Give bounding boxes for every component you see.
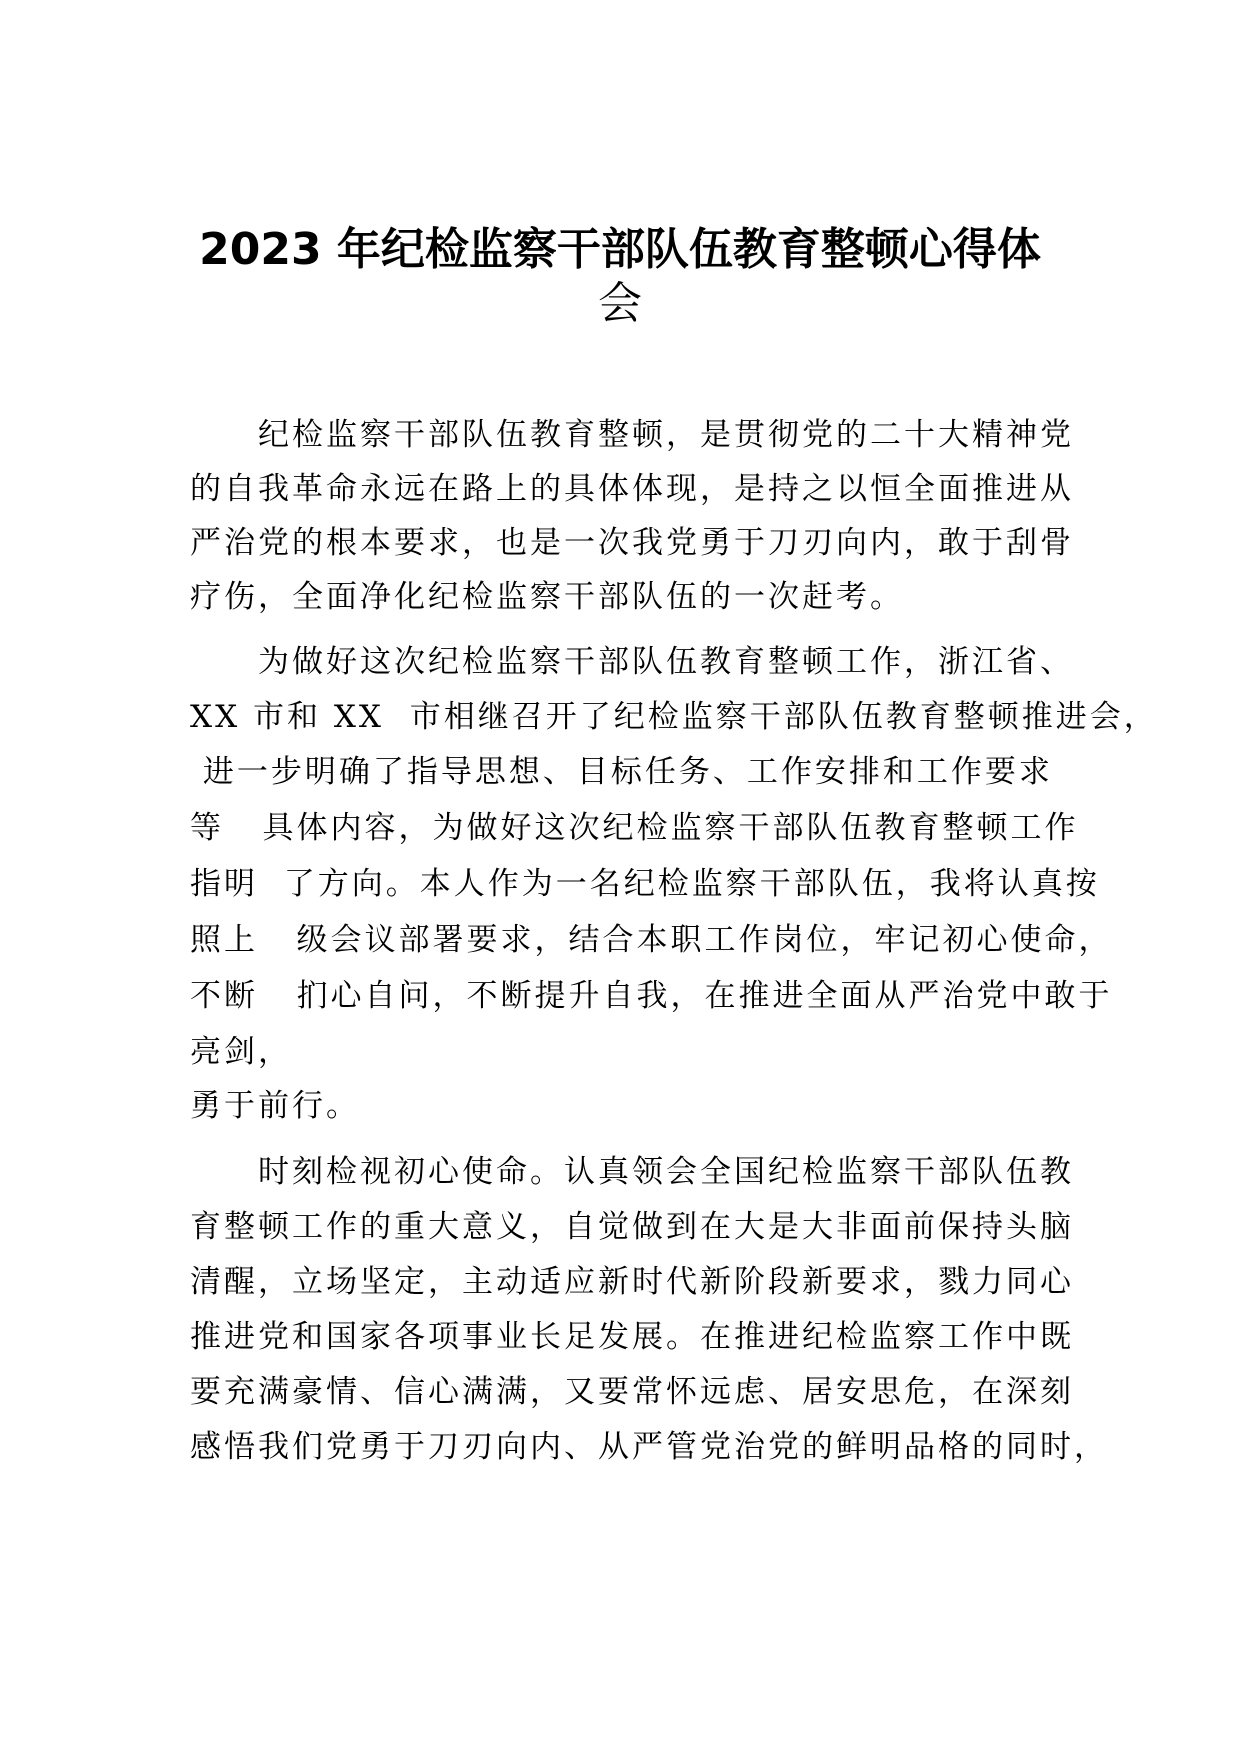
paragraph-2-line-1: 为做好这次纪检监察干部队伍教育整顿工作，浙江省、	[258, 644, 1074, 680]
paragraph-3-line-4: 推进党和国家各项事业长足发展。在推进纪检监察工作中既	[190, 1319, 1074, 1355]
document-title-line-2: 会	[598, 278, 642, 329]
paragraph-1-line-2: 的自我革命永远在路上的具体体现，是持之以恒全面推进从	[190, 471, 1074, 507]
paragraph-2-line-2: XX 市和 XX 市相继召开了纪检监察干部队伍教育整顿推进会，	[190, 699, 1158, 735]
paragraph-2-line-5: 指明 了方向。本人作为一名纪检监察干部队伍，我将认真按	[190, 866, 1100, 902]
paragraph-2-line-3: 进一步明确了指导思想、目标任务、工作安排和工作要求	[190, 754, 1053, 790]
paragraph-3-line-5: 要充满豪情、信心满满，又要常怀远虑、居安思危，在深刻	[190, 1374, 1074, 1410]
paragraph-2-line-6: 照上 级会议部署要求，结合本职工作岗位，牢记初心使命，	[190, 922, 1113, 958]
paragraph-2-line-4: 等 具体内容，为做好这次纪检监察干部队伍教育整顿工作	[190, 810, 1079, 846]
paragraph-3-line-1: 时刻检视初心使命。认真领会全国纪检监察干部队伍教	[258, 1154, 1074, 1190]
paragraph-2-line-9: 勇于前行。	[190, 1088, 360, 1124]
paragraph-3-line-3: 清醒，立场坚定，主动适应新时代新阶段新要求，戮力同心	[190, 1264, 1074, 1300]
paragraph-2-line-8: 亮剑，	[190, 1034, 292, 1070]
paragraph-1-line-1: 纪检监察干部队伍教育整顿，是贯彻党的二十大精神党	[258, 417, 1074, 453]
paragraph-2-line-7: 不断 扪心自问，不断提升自我，在推进全面从严治党中敢于	[190, 978, 1113, 1014]
paragraph-3-line-6: 感悟我们党勇于刀刃向内、从严管党治党的鲜明品格的同时，	[190, 1429, 1108, 1465]
paragraph-1-line-3: 严治党的根本要求，也是一次我党勇于刀刃向内，敢于刮骨	[190, 525, 1074, 561]
document-title-line-1: 2023 年纪检监察干部队伍教育整顿心得体	[199, 224, 1041, 275]
paragraph-3-line-2: 育整顿工作的重大意义，自觉做到在大是大非面前保持头脑	[190, 1209, 1074, 1245]
paragraph-1-line-4: 疗伤，全面净化纪检监察干部队伍的一次赶考。	[190, 579, 904, 615]
